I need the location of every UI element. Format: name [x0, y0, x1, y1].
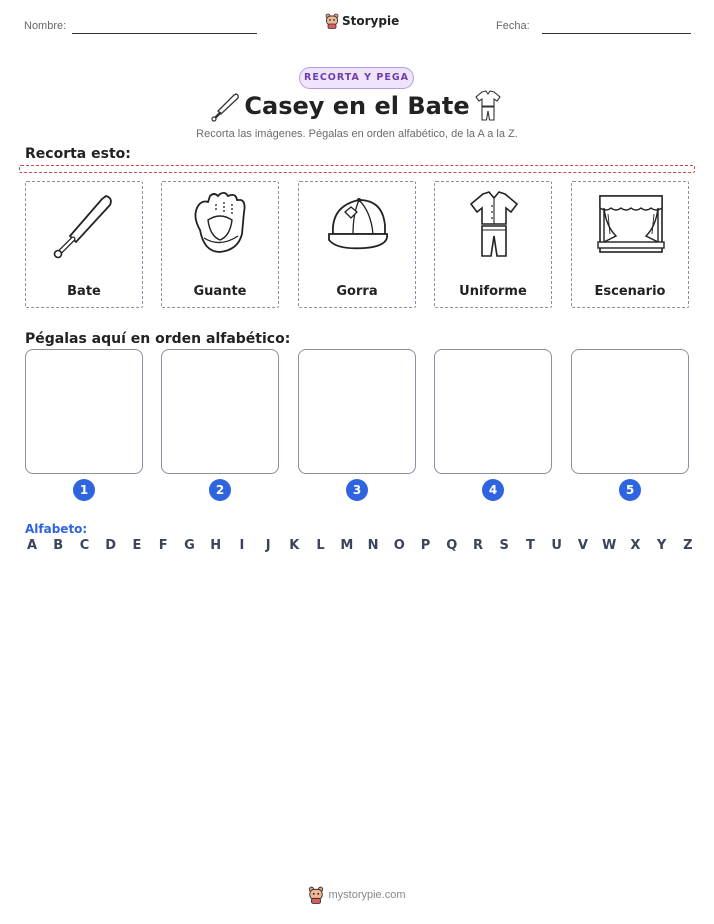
alphabet-letter: F — [158, 538, 168, 553]
name-label: Nombre: — [24, 20, 67, 32]
alphabet-letter: P — [420, 538, 431, 553]
paste-slot-4[interactable] — [434, 349, 552, 474]
storypie-logo — [325, 13, 399, 29]
slot-number-badge: 1 — [73, 479, 95, 501]
footer — [0, 886, 714, 904]
alphabet-letter: B — [53, 538, 64, 553]
alphabet-letter: V — [577, 538, 588, 553]
alphabet-letter: Q — [446, 538, 458, 553]
card-label: Bate — [67, 284, 101, 299]
alphabet-letter: A — [26, 538, 38, 553]
baseball-uniform-icon — [474, 90, 502, 124]
storypie-mascot-icon — [308, 886, 324, 904]
slot-number-badge: 3 — [346, 479, 368, 501]
paste-section-heading: Pégalas aquí en orden alfabético: — [25, 331, 291, 347]
card-label: Escenario — [594, 284, 666, 299]
page-title: Casey en el Bate — [244, 92, 470, 120]
card-label: Uniforme — [459, 284, 527, 299]
alphabet-letter: H — [210, 538, 222, 553]
cut-card-guante[interactable] — [161, 181, 279, 308]
slot-number-badge: 4 — [482, 479, 504, 501]
footer-url[interactable]: mystorypie.com — [328, 889, 406, 901]
cut-card-bate[interactable] — [25, 181, 143, 308]
alphabet-letter: M — [340, 538, 354, 553]
alphabet-letter: U — [551, 538, 562, 553]
alphabet-letter: D — [105, 538, 117, 553]
activity-badge: RECORTA Y PEGA — [299, 67, 414, 89]
paste-slot-5[interactable] — [571, 349, 689, 474]
alphabet-letter: J — [265, 538, 271, 553]
alphabet-letter: W — [601, 538, 617, 553]
cut-line — [19, 165, 695, 173]
baseball-bat-icon — [50, 190, 120, 260]
name-field-line[interactable] — [72, 33, 257, 34]
baseball-glove-icon — [186, 190, 256, 260]
alphabet-letter: C — [79, 538, 90, 553]
baseball-uniform-icon — [459, 190, 529, 262]
alphabet-letter: T — [526, 538, 535, 553]
alphabet-letter: I — [239, 538, 245, 553]
storypie-mascot-icon — [325, 13, 339, 29]
alphabet-letter: Y — [656, 538, 667, 553]
logo-text: Storypie — [342, 14, 400, 28]
baseball-cap-icon — [323, 190, 393, 260]
alphabet-letter: E — [132, 538, 142, 553]
paste-slot-1[interactable] — [25, 349, 143, 474]
alphabet-letter: L — [316, 538, 325, 553]
instructions: Recorta las imágenes. Pégalas en orden alfabético, de la A a la Z. — [196, 128, 518, 140]
alphabet-letter: N — [367, 538, 379, 553]
alphabet-letter: R — [472, 538, 483, 553]
cut-card-uniforme[interactable] — [434, 181, 552, 308]
alphabet-letter: X — [630, 538, 641, 553]
slot-number-badge: 5 — [619, 479, 641, 501]
alphabet-strip — [24, 538, 696, 553]
alphabet-letter: S — [499, 538, 509, 553]
cut-card-gorra[interactable] — [298, 181, 416, 308]
alphabet-letter: K — [289, 538, 300, 553]
card-label: Gorra — [336, 284, 378, 299]
alphabet-letter: G — [184, 538, 195, 553]
card-label: Guante — [193, 284, 247, 299]
date-field-line[interactable] — [542, 33, 691, 34]
date-label: Fecha: — [496, 20, 530, 32]
paste-slot-3[interactable] — [298, 349, 416, 474]
slot-number-badge: 2 — [209, 479, 231, 501]
paste-slot-2[interactable] — [161, 349, 279, 474]
alphabet-letter: O — [393, 538, 405, 553]
cut-card-escenario[interactable] — [571, 181, 689, 308]
alphabet-letter: Z — [683, 538, 693, 553]
alphabet-label: Alfabeto: — [25, 522, 88, 536]
stage-curtain-icon — [596, 190, 666, 260]
cut-section-heading: Recorta esto: — [25, 146, 131, 162]
